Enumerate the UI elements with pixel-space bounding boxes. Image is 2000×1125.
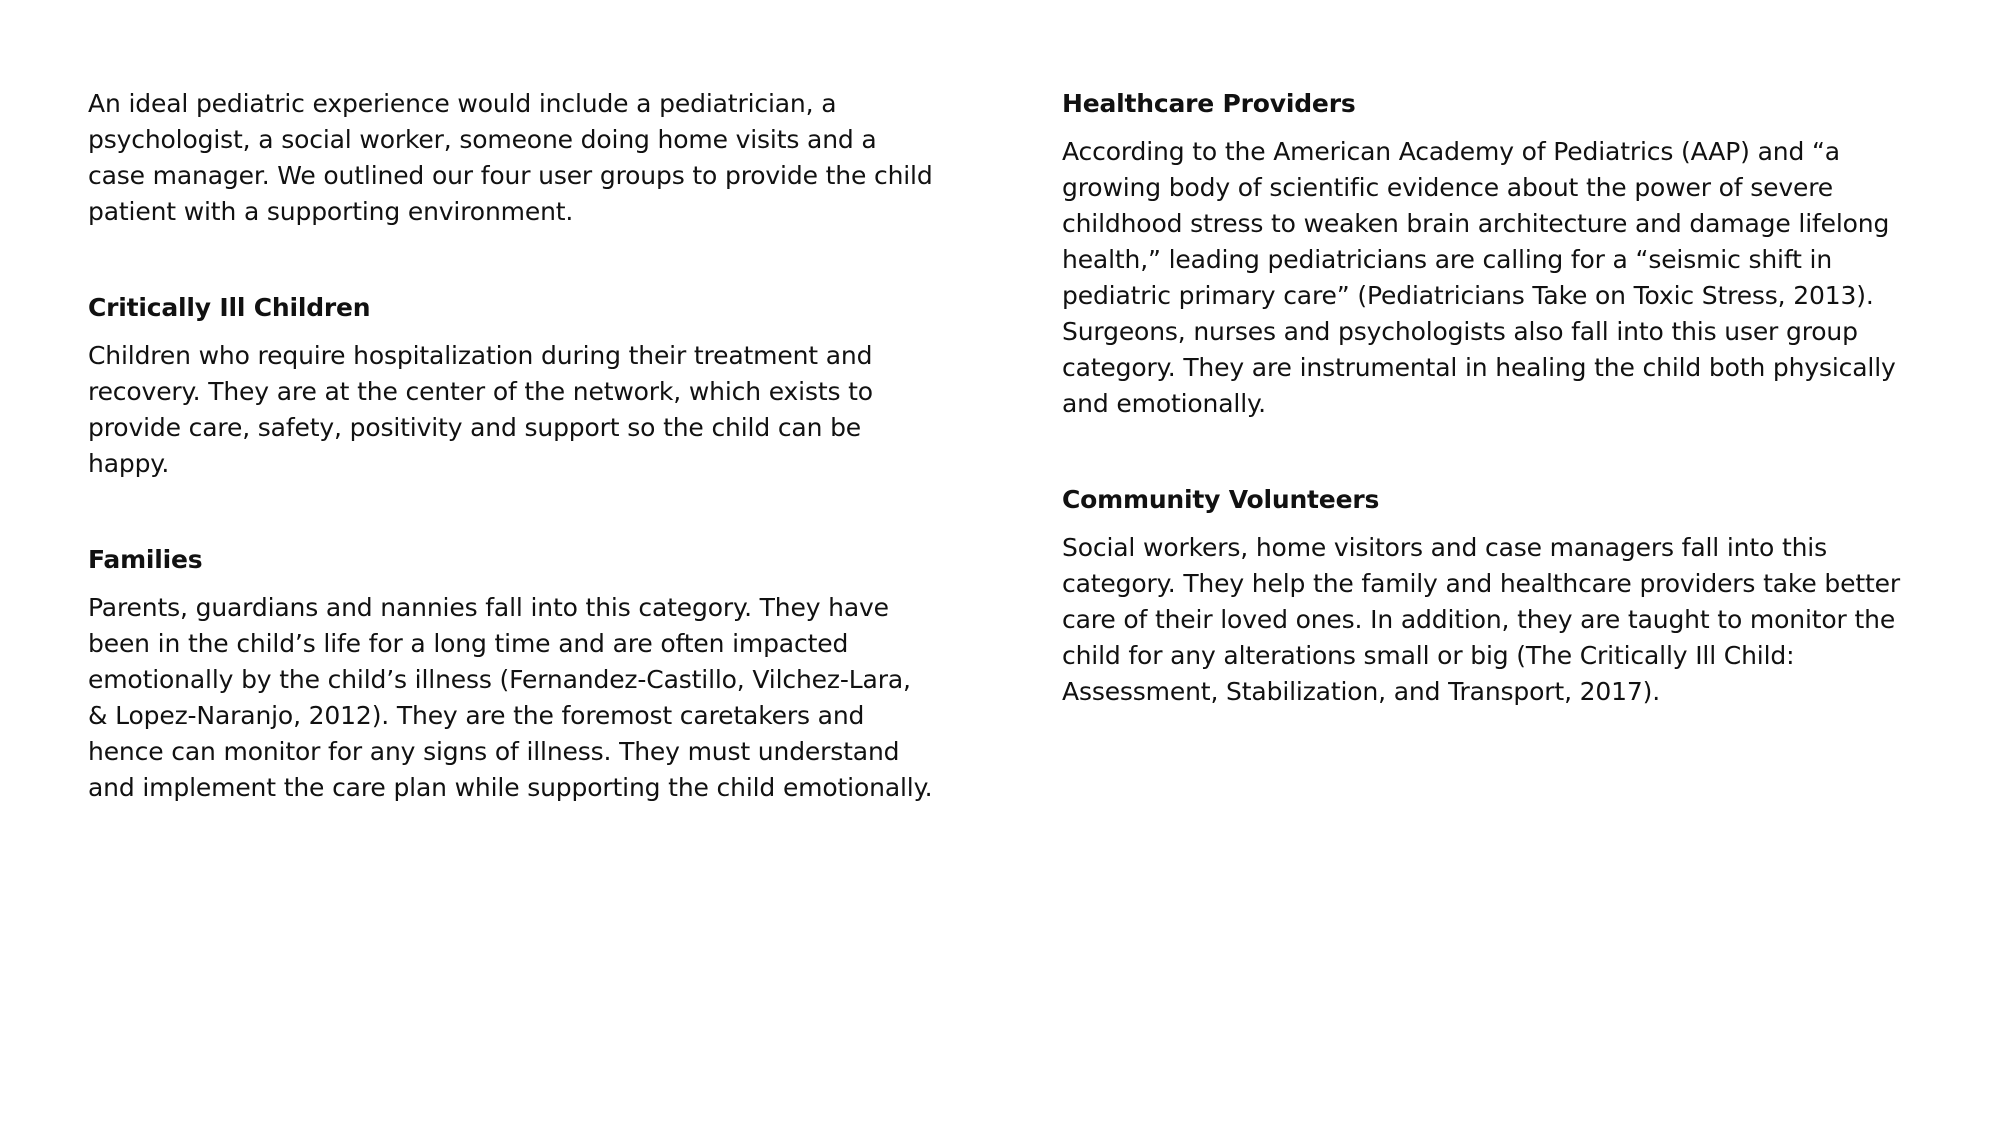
section-heading: Healthcare Providers: [1062, 89, 1356, 118]
section-body: According to the American Academy of Pediatrics (AAP) and “a growing body of scientific evidence about the power of severe childhood stress to weaken brain architecture and damage lifelong health,” leading pediatricians are calling for a “seismic shift in pediatric primary care” (Pediatricians Take on Toxic Stress, 2013). Surgeons, nurses and psychologists also fall into this user group category. They are instrumental in healing the child both physically and emotionally.: [1062, 137, 1896, 418]
section-body: Social workers, home visitors and case managers fall into this category. They help the family and healthcare providers take better care of their loved ones. In addition, they are taught to monitor the child for any alterations small or big (The Critically Ill Child: Assessment, Stabilization, and Transport, 2017).: [1062, 533, 1900, 706]
intro-paragraph: An ideal pediatric experience would include a pediatrician, a psychologist, a social worker, someone doing home visits and a case manager. We outlined our four user groups to provide the child patient with a supporting environment.: [88, 89, 933, 226]
section-heading: Critically Ill Children: [88, 293, 371, 322]
section-community-volunteers: [1062, 482, 1932, 710]
left-column: [88, 86, 933, 806]
section-critically-ill-children: [88, 290, 933, 482]
section-heading: Community Volunteers: [1062, 485, 1380, 514]
section-heading: Families: [88, 545, 203, 574]
section-body: Parents, guardians and nannies fall into this category. They have been in the child’s life for a long time and are often impacted emotionally by the child’s illness (Fernandez-Castillo, Vilchez-Lara, & Lopez-Naranjo, 2012). They are the foremost caretakers and hence can monitor for any signs of illness. They must understand and implement the care plan while supporting the child emotionally.: [88, 593, 933, 802]
section-body: Children who require hospitalization during their treatment and recovery. They are at the center of the network, which exists to provide care, safety, positivity and support so the child can be happy.: [88, 341, 873, 478]
section-families: [88, 542, 933, 806]
section-healthcare-providers: [1062, 86, 1932, 422]
right-column: [1062, 86, 1932, 710]
